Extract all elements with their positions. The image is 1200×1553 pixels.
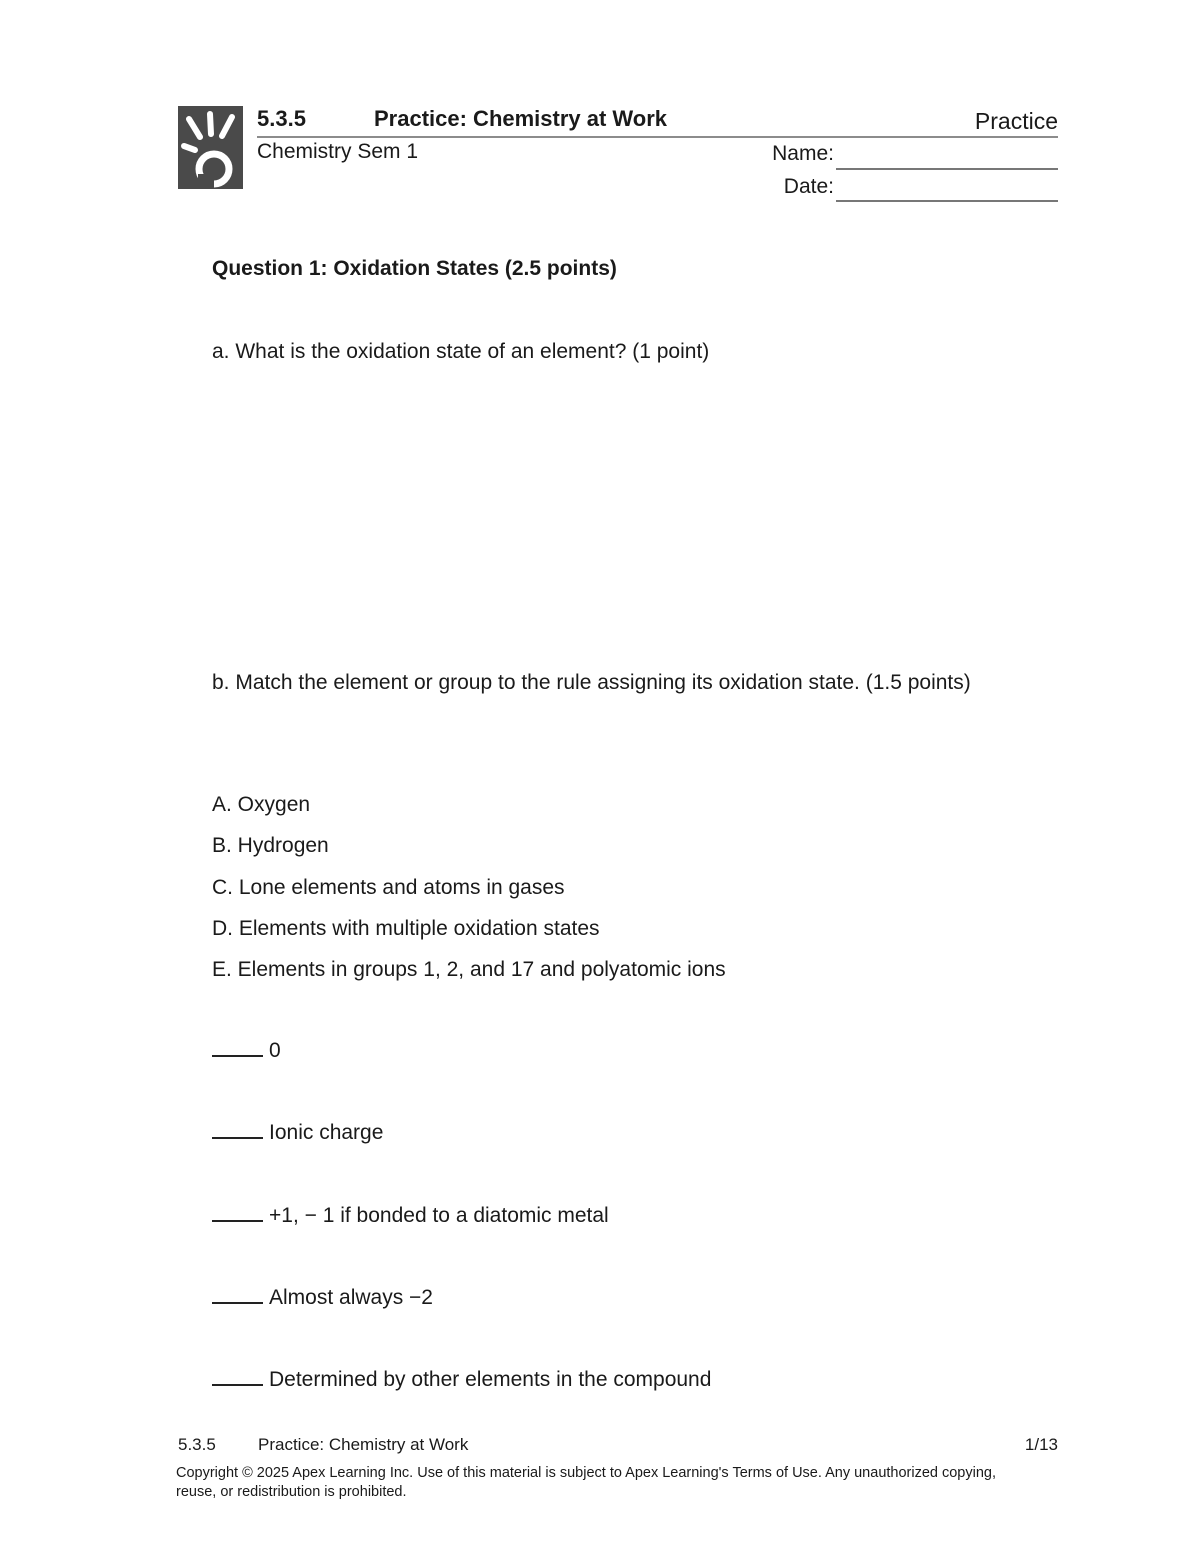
option-item: B. Hydrogen: [212, 834, 329, 858]
option-list: [212, 789, 726, 995]
question-1b-text: b. Match the element or group to the rule assigning its oxidation state. (1.5 points): [212, 671, 971, 694]
option-item: A. Oxygen: [212, 793, 311, 816]
answer-area-1a[interactable]: [212, 380, 1058, 650]
activity-type: Practice: [974, 108, 1058, 134]
match-rule: Almost always −2: [269, 1286, 433, 1309]
name-label: Name:: [772, 142, 834, 165]
worksheet-title: Practice: Chemistry at Work: [374, 106, 668, 131]
match-row: [212, 1286, 433, 1310]
name-field[interactable]: [836, 168, 1058, 170]
match-row: [212, 1204, 609, 1228]
header-divider: [257, 136, 1058, 138]
match-row: [212, 1121, 383, 1145]
page-number: 1/13: [1024, 1435, 1058, 1454]
match-rule: 0: [269, 1039, 281, 1062]
option-item: C. Lone elements and atoms in gases: [212, 875, 565, 899]
match-rule: Ionic charge: [269, 1121, 384, 1144]
lesson-number: 5.3.5: [257, 106, 306, 131]
match-rule: Determined by other elements in the compound: [269, 1368, 712, 1391]
option-item: E. Elements in groups 1, 2, and 17 and polyatomic ions: [212, 958, 726, 982]
date-label: Date:: [783, 175, 834, 198]
question-1a-text: a. What is the oxidation state of an element? (1 point): [212, 340, 710, 363]
option-item: D. Elements with multiple oxidation states: [212, 916, 600, 940]
match-row: [212, 1368, 711, 1392]
match-rule: +1, − 1 if bonded to a diatomic metal: [269, 1204, 609, 1227]
date-field[interactable]: [836, 200, 1058, 202]
footer-lesson-number: 5.3.5: [178, 1435, 216, 1454]
question-1-title: Question 1: Oxidation States (2.5 points): [212, 257, 617, 280]
match-row: [212, 1039, 281, 1063]
match-blank[interactable]: [212, 1204, 263, 1222]
match-blank[interactable]: [212, 1039, 263, 1057]
match-blank[interactable]: [212, 1368, 263, 1386]
copyright-notice: Copyright © 2025 Apex Learning Inc. Use of this material is subject to Apex Learning's Terms of Use. Any unauthorized copying, reuse, or redistribution is prohibited.: [176, 1465, 997, 1500]
match-blank[interactable]: [212, 1286, 263, 1304]
apex-logo-icon: [178, 106, 243, 189]
course-name: Chemistry Sem 1: [257, 140, 419, 163]
match-blank[interactable]: [212, 1121, 263, 1139]
footer-title: Practice: Chemistry at Work: [258, 1435, 469, 1454]
